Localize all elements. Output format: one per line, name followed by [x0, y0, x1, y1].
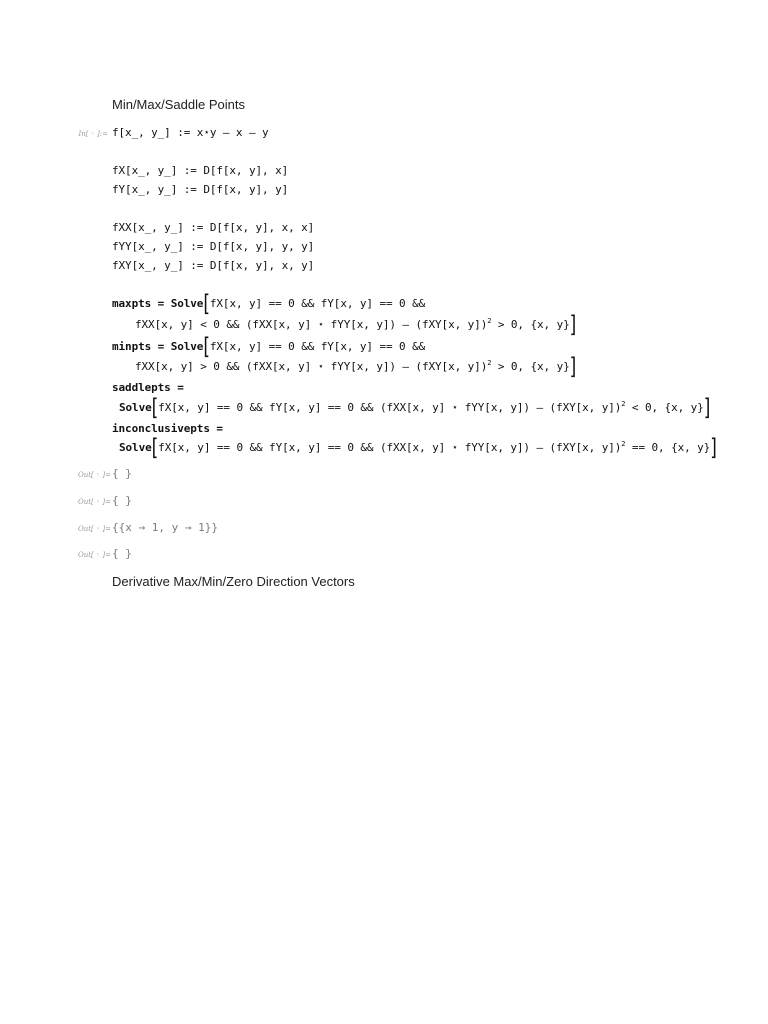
input-fxx-definition[interactable]: fXX[x_, y_] := D[f[x, y], x, x]: [112, 221, 315, 234]
exponent: 2: [487, 317, 492, 325]
maxpts-conditions-1: fX[x, y] == 0 && fY[x, y] == 0 &&: [209, 297, 426, 310]
left-bracket-glyph: [: [203, 333, 210, 361]
saddle-conditions: fX[x, y] == 0 && fY[x, y] == 0 && (fXX[x, y] ⋆ fYY[x, y]) – (fXY[x, y]): [158, 401, 622, 414]
incon-solve: Solve: [119, 441, 152, 454]
input-fxy-definition[interactable]: fXY[x_, y_] := D[f[x, y], x, y]: [112, 259, 315, 272]
left-bracket-glyph: [: [151, 394, 159, 422]
input-minpts-line1[interactable]: [112, 333, 426, 361]
incon-conditions-end: == 0, {x, y}: [625, 441, 711, 454]
right-bracket-glyph: ]: [703, 394, 711, 422]
output-inconclusivepts: { }: [112, 547, 132, 560]
minpts-conditions-3: > 0, {x, y}: [491, 360, 570, 373]
exponent: 2: [487, 359, 492, 367]
left-bracket-glyph: [: [151, 434, 159, 462]
maxpts-conditions-2: fXX[x, y] < 0 && (fXX[x, y] ⋆ fYY[x, y]) – (fXY[x, y]): [135, 318, 488, 331]
input-maxpts-line1[interactable]: [112, 290, 426, 318]
input-saddlepts-line2[interactable]: [119, 394, 711, 422]
input-minpts-line2[interactable]: [135, 353, 577, 381]
section-heading-min-max-saddle: Min/Max/Saddle Points: [112, 97, 245, 112]
maxpts-conditions-3: > 0, {x, y}: [491, 318, 570, 331]
output-label: Out[ ◦ ]=: [78, 498, 111, 506]
right-bracket-glyph: ]: [569, 353, 577, 381]
minpts-conditions-1: fX[x, y] == 0 && fY[x, y] == 0 &&: [209, 340, 426, 353]
input-saddlepts-line1[interactable]: saddlepts =: [112, 381, 184, 394]
input-label: In[ ◦ ]:=: [78, 130, 108, 138]
saddle-conditions-end: < 0, {x, y}: [625, 401, 704, 414]
output-label: Out[ ◦ ]=: [78, 525, 111, 533]
output-maxpts: { }: [112, 467, 132, 480]
saddle-solve: Solve: [119, 401, 152, 414]
input-inconclusivepts-line2[interactable]: [119, 434, 717, 462]
right-bracket-glyph: ]: [569, 311, 577, 339]
minpts-solve: minpts = Solve: [112, 340, 204, 353]
output-label: Out[ ◦ ]=: [78, 551, 111, 559]
input-inconclusivepts-line1[interactable]: inconclusivepts =: [112, 422, 223, 435]
incon-conditions: fX[x, y] == 0 && fY[x, y] == 0 && (fXX[x, y] ⋆ fYY[x, y]) – (fXY[x, y]): [158, 441, 622, 454]
output-saddlepts: {{x → 1, y → 1}}: [112, 521, 218, 534]
input-fy-definition[interactable]: fY[x_, y_] := D[f[x, y], y]: [112, 183, 289, 196]
section-heading-derivative-directions: Derivative Max/Min/Zero Direction Vectors: [112, 574, 355, 589]
input-fx-definition[interactable]: fX[x_, y_] := D[f[x, y], x]: [112, 164, 289, 177]
minpts-conditions-2: fXX[x, y] > 0 && (fXX[x, y] ⋆ fYY[x, y]) – (fXY[x, y]): [135, 360, 488, 373]
right-bracket-glyph: ]: [710, 434, 717, 462]
output-minpts: { }: [112, 494, 132, 507]
left-bracket-glyph: [: [203, 290, 210, 318]
input-f-definition[interactable]: f[x_, y_] := x⋆y – x – y: [112, 126, 269, 139]
exponent: 2: [621, 440, 626, 448]
input-maxpts-line2[interactable]: [135, 311, 577, 339]
input-fyy-definition[interactable]: fYY[x_, y_] := D[f[x, y], y, y]: [112, 240, 315, 253]
exponent: 2: [621, 400, 626, 408]
maxpts-solve: maxpts = Solve: [112, 297, 204, 310]
output-label: Out[ ◦ ]=: [78, 471, 111, 479]
